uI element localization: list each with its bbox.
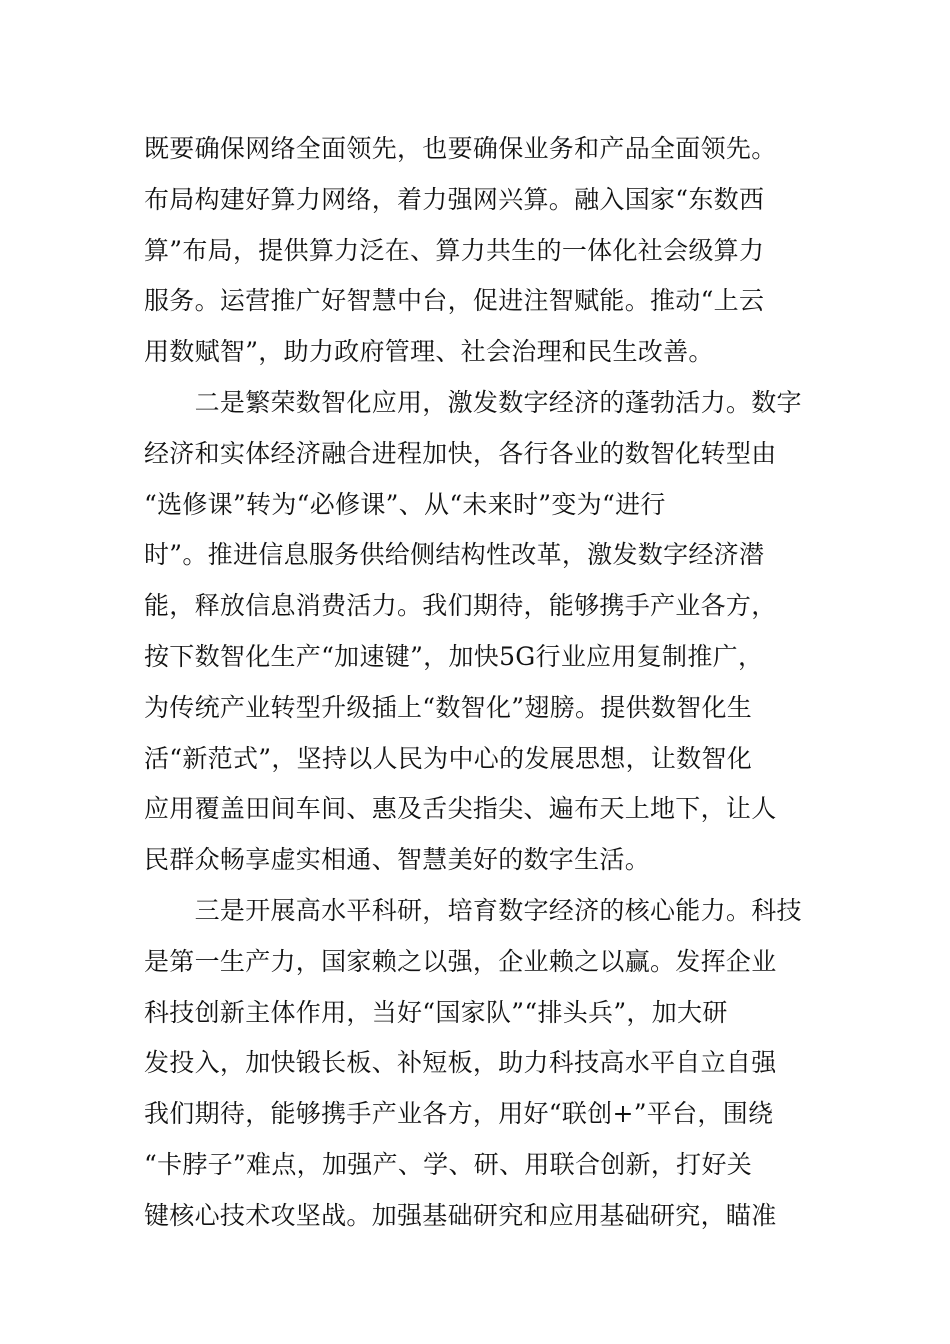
text-line: 科技创新主体作用，当好“国家队”“排头兵”，加大研: [144, 997, 728, 1027]
text-line: 按下数智化生产“加速键”，加快5G行业应用复制推广，: [144, 641, 764, 671]
text-line: 发投入，加快锻长板、补短板，助力科技高水平自立自强: [144, 1048, 777, 1078]
text-line: “卡脖子”难点，加强产、学、研、用联合创新，打好关: [144, 1149, 753, 1179]
text-line: 算”布局，提供算力泛在、算力共生的一体化社会级算力: [144, 235, 765, 265]
text-line: 服务。运营推广好智慧中台，促进注智赋能。推动“上云: [144, 286, 765, 316]
text-line: 既要确保网络全面领先，也要确保业务和产品全面领先。: [144, 134, 777, 163]
text-line: 时”。推进信息服务供给侧结构性改革，激发数字经济潜: [144, 540, 765, 570]
paragraph-3-start: 三是开展高水平科研，培育数字经济的核心能力。科技: [144, 895, 802, 925]
text-line: 键核心技术攻坚战。加强基础研究和应用基础研究，瞄准: [144, 1200, 777, 1230]
paragraph-2-start: 二是繁荣数智化应用，激发数字经济的蓬勃活力。数字: [144, 387, 802, 417]
text-line: 民群众畅享虚实相通、智慧美好的数字生活。: [144, 845, 651, 875]
text-line: “选修课”转为“必修课”、从“未来时”变为“进行: [144, 489, 666, 519]
text-line: 应用覆盖田间车间、惠及舌尖指尖、遍布天上地下，让人: [144, 794, 777, 824]
text-line: 能，释放信息消费活力。我们期待，能够携手产业各方，: [144, 591, 777, 621]
text-line: 活“新范式”，坚持以人民为中心的发展思想，让数智化: [144, 743, 753, 773]
text-line: 用数赋智”，助力政府管理、社会治理和民生改善。: [144, 337, 714, 367]
text-line: 布局构建好算力网络，着力强网兴算。融入国家“东数西: [144, 184, 765, 214]
text-line: 经济和实体经济融合进程加快，各行各业的数智化转型由: [144, 438, 777, 468]
body-text: [144, 124, 810, 1242]
text-line: 是第一生产力，国家赖之以强，企业赖之以赢。发挥企业: [144, 946, 777, 976]
text-line: 为传统产业转型升级插上“数智化”翅膀。提供数智化生: [144, 692, 753, 722]
text-line: 我们期待，能够携手产业各方，用好“联创+”平台，围绕: [144, 1099, 774, 1129]
